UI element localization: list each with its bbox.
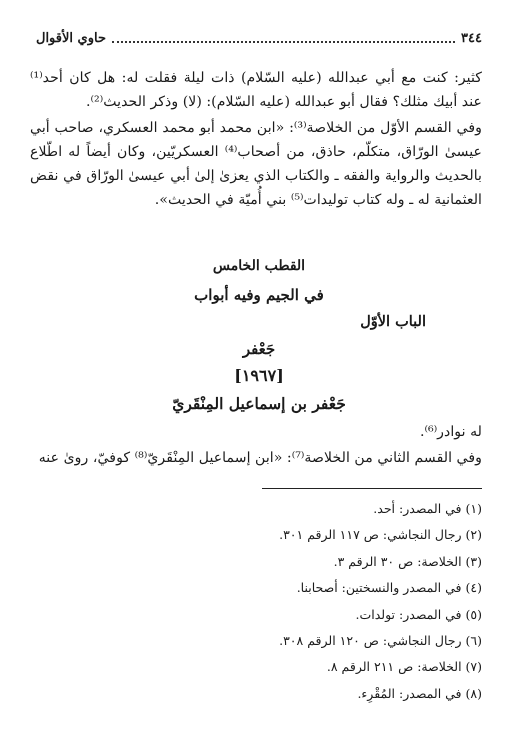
entry-name: جَعْفر بن إسماعيل المِنْقَريّ	[172, 394, 346, 413]
footnote-divider	[262, 488, 482, 489]
footnotes-list	[40, 496, 482, 707]
entry-group-heading: جَعْفر	[242, 340, 276, 358]
running-header	[36, 28, 482, 48]
section-subtitle: في الجيم وفيه أبواب	[194, 286, 324, 304]
footnote-5: (٥) في المصدر: تولدات.	[355, 606, 482, 622]
footnote-6: (٦) رجال النجاشي: ص ١٢٠ الرقم ٣٠٨.	[279, 633, 482, 649]
book-title: حاوي الأقوال	[36, 30, 106, 46]
footnote-1: (١) في المصدر: أحد.	[373, 501, 482, 516]
paragraph-khulasa-first: وفي القسم الأوّل من الخلاصة⁽³⁾: «ابن محمد أبو محمد العسكري، صاحب أبي عيسىٰ الورّاق، متكلّم، حاذق، من أصحاب⁽⁴⁾ العسكريّين، وكان أيضاً له اطّلاع بالحديث والرواية والفقه ـ والكتاب الذي يعزىٰ إلىٰ أبي عيسىٰ الورّاق في نقض العثمانية له ـ وله كتاب توليدات⁽⁵⁾ بني أُميّة في الحديث».	[30, 120, 482, 208]
paragraph-khulasa-second: وفي القسم الثاني من الخلاصة⁽⁷⁾: «ابن إسماعيل المِنْقَريّ⁽⁸⁾ كوفيّ، روىٰ عنه	[38, 450, 482, 466]
entry-number: [١٩٦٧]	[234, 366, 284, 385]
section-title: القطب الخامس	[212, 258, 306, 274]
chapter-heading: الباب الأوّل	[360, 313, 426, 330]
page-number: ٣٤٤	[461, 30, 482, 46]
footnote-3: (٣) الخلاصة: ص ٣٠ الرقم ٣.	[333, 553, 482, 569]
footnote-4: (٤) في المصدر والنسختين: أصحابنا.	[296, 580, 482, 596]
header-dot-leader	[112, 40, 455, 43]
footnote-7: (٧) الخلاصة: ص ٢١١ الرقم ٨.	[326, 659, 482, 675]
paragraph-nawadir: له نوادر⁽⁶⁾.	[420, 424, 482, 440]
footnote-2: (٢) رجال النجاشي: ص ١١٧ الرقم ٣٠١.	[279, 527, 482, 543]
footnote-8: (٨) في المصدر: المُقْرِء.	[357, 685, 482, 701]
paragraph-hadith: كثير: كنت مع أبي عبدالله (عليه السّلام) ذات ليلة فقلت له: هل كان أحد⁽¹⁾ عند أبيك مثلك؟ فقال أبو عبدالله (عليه السّلام): (لا) وذكر الحديث⁽²⁾.	[30, 70, 482, 110]
